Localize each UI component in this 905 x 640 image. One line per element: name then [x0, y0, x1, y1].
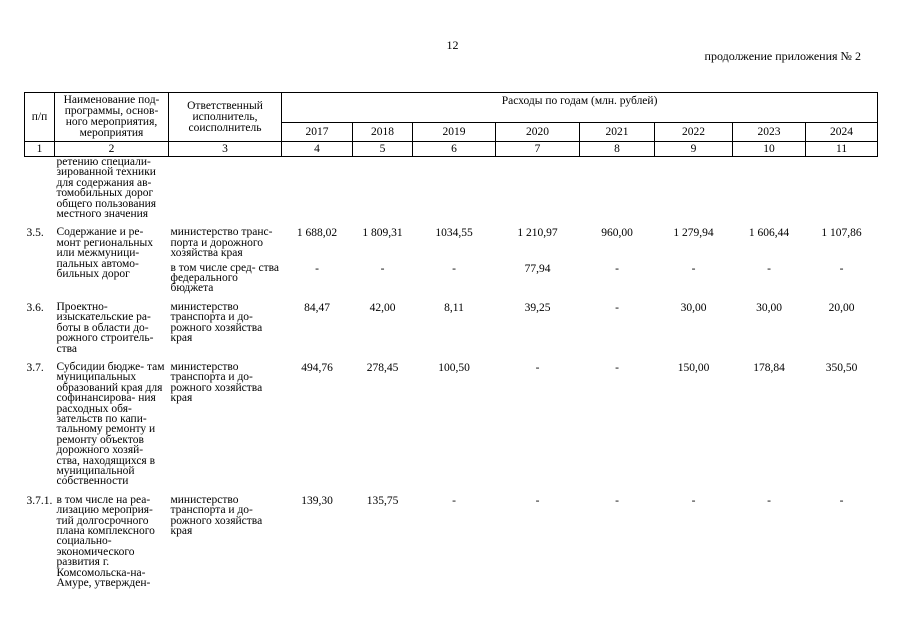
row-executor: министерство транспорта и до- рожного хозяйства края	[170, 300, 263, 345]
column-number: 7	[496, 142, 580, 157]
row-value: 1 809,31	[362, 227, 403, 240]
header-year: 2022	[655, 123, 733, 142]
row-name: в том числе на реа- лизацию мероприя- тий долгосрочного плана комплексного социально- экономического развития г. Комсомольска-на- Амуре, утвержден-	[56, 493, 155, 590]
row-executor: в том числе сред- ства федерального бюджета	[170, 261, 279, 295]
row-value: 150,00	[677, 361, 710, 374]
column-number: 10	[733, 142, 806, 157]
header-year: 2018	[353, 123, 413, 142]
row-value: -	[535, 494, 540, 507]
column-number: 6	[413, 142, 496, 157]
row-value: 20,00	[828, 301, 855, 314]
row-value: 30,00	[680, 301, 707, 314]
row-value: -	[615, 361, 619, 374]
row-value	[655, 157, 733, 228]
column-number: 5	[353, 142, 413, 157]
row-value: 1 210,97	[517, 227, 558, 240]
row-value: -	[615, 494, 619, 507]
header-index: п/п	[25, 93, 55, 142]
row-value	[733, 157, 806, 228]
row-value: 77,94	[524, 262, 551, 275]
table-row	[25, 302, 878, 362]
row-value: 42,00	[369, 301, 396, 314]
header-year: 2019	[413, 123, 496, 142]
column-number: 11	[806, 142, 878, 157]
header-year: 2017	[282, 123, 353, 142]
row-index	[25, 157, 55, 228]
appendix-note: продолжение приложения № 2	[704, 49, 861, 63]
row-index: 3.7.	[26, 361, 44, 374]
row-value: -	[691, 262, 696, 275]
row-value: -	[615, 301, 619, 314]
row-value: 278,45	[366, 361, 399, 374]
row-name: Проектно- изыскательские ра- боты в области до- рожного строитель- ства	[56, 300, 154, 355]
row-value: 1 107,86	[821, 227, 862, 240]
header-year: 2024	[806, 123, 878, 142]
row-value: 178,84	[753, 361, 785, 374]
column-number: 2	[55, 142, 169, 157]
row-value: 1 279,94	[673, 227, 714, 240]
row-value: 350,50	[825, 361, 858, 374]
row-value: 1 688,02	[296, 227, 338, 240]
row-executor: министерство транс- порта и дорожного хозяйства края	[170, 226, 273, 260]
row-name: ретению специали- зированной техники для содержания ав- томобильных дорог общего пользования местного значения	[56, 156, 157, 221]
column-number: 4	[282, 142, 353, 157]
row-value: -	[615, 262, 619, 275]
header-expenses: Расходы по годам (млн. рублей)	[282, 93, 878, 123]
header-year: 2020	[496, 123, 580, 142]
row-value	[580, 157, 655, 228]
row-value: 1 606,44	[748, 227, 790, 240]
table-row	[25, 157, 878, 228]
table-row	[25, 495, 878, 589]
row-value: 39,25	[524, 301, 551, 314]
row-value	[353, 157, 413, 228]
row-value: 8,11	[444, 301, 464, 314]
row-value: -	[767, 262, 771, 275]
row-value: 139,30	[301, 494, 333, 507]
row-value: -	[767, 494, 771, 507]
row-value	[806, 157, 878, 228]
row-value: 135,75	[366, 494, 399, 507]
row-value: 1034,55	[435, 227, 473, 240]
row-value	[413, 157, 496, 228]
row-value: -	[691, 494, 696, 507]
row-index: 3.6.	[26, 301, 44, 314]
row-name: Содержание и ре- монт региональных или межмуници- пальных автомо- бильных дорог	[56, 226, 154, 281]
row-value: -	[839, 262, 844, 275]
row-executor	[169, 157, 282, 228]
row-value: 494,76	[301, 361, 333, 374]
row-value: -	[535, 361, 540, 374]
header-row-main	[25, 93, 878, 123]
header-year: 2021	[580, 123, 655, 142]
table-row	[25, 227, 878, 262]
row-value: 960,00	[601, 227, 633, 240]
row-value: -	[452, 494, 456, 507]
row-value: -	[380, 262, 385, 275]
column-number: 3	[169, 142, 282, 157]
row-executor: министерство транспорта и до- рожного хозяйства края	[170, 360, 263, 405]
budget-table	[24, 92, 878, 588]
row-value	[282, 157, 353, 228]
column-number: 8	[580, 142, 655, 157]
column-number-row	[25, 142, 878, 157]
row-value	[496, 157, 580, 228]
row-value: -	[452, 262, 456, 275]
header-name: Наименование под- программы, основ- ного мероприятия, мероприятия	[55, 93, 169, 142]
row-name: Субсидии бюдже- там муниципальных образований края для софинансирова- ния расходных обя- зательств по капи- тальному ремонту и ремонту объектов дорожного хозяй- ства, находящихся в муниципальной собственности	[56, 360, 165, 488]
row-value: 84,47	[304, 301, 330, 314]
page-number: 12	[446, 38, 459, 52]
row-value: 30,00	[756, 301, 782, 314]
row-index: 3.5.	[26, 227, 44, 240]
row-executor: министерство транспорта и до- рожного хозяйства края	[170, 493, 263, 537]
header-year: 2023	[733, 123, 806, 142]
row-value: 100,50	[438, 361, 470, 374]
column-number: 1	[25, 142, 55, 157]
row-value: -	[315, 262, 319, 275]
row-index: 3.7.1.	[26, 494, 53, 507]
row-value: -	[839, 494, 844, 507]
column-number: 9	[655, 142, 733, 157]
table-row	[25, 362, 878, 495]
header-executor: Ответственный исполнитель, соисполнитель	[169, 93, 282, 142]
